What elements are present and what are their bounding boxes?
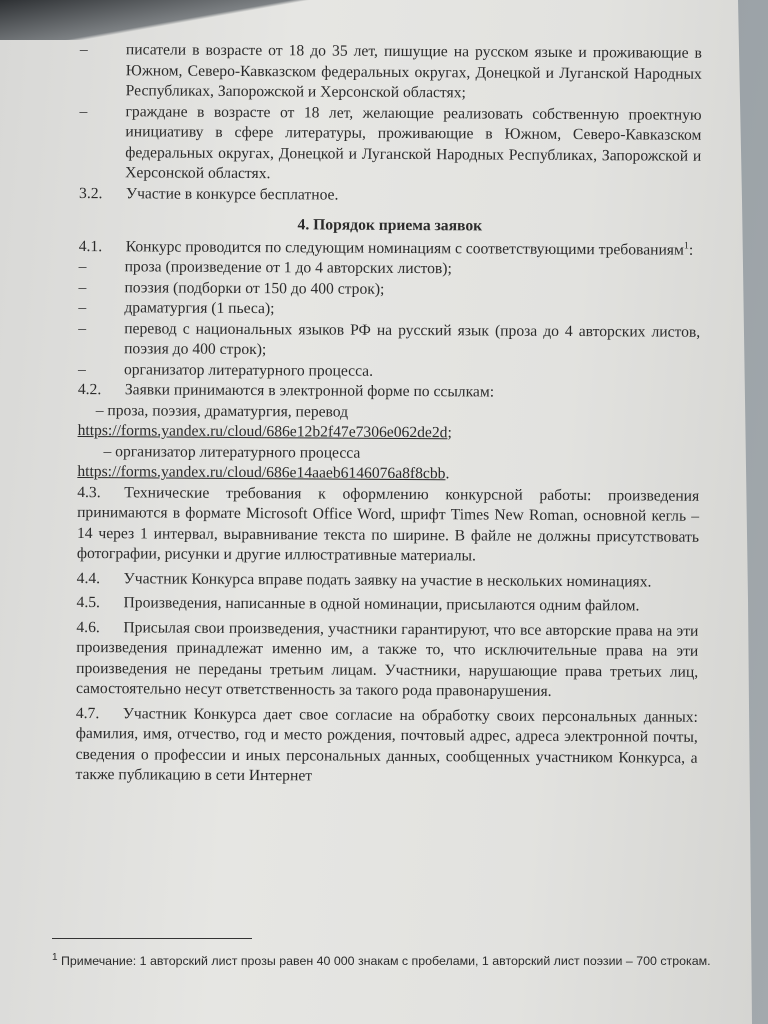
nomination-item [78, 318, 700, 363]
link-1-label: – проза, поэзия, драматургия, перевод [95, 401, 349, 421]
paragraph-4-4 [77, 568, 699, 592]
list-dash: – [79, 102, 88, 120]
footnote-text: Примечание: 1 авторский лист прозы равен 40 000 знакам с пробелами, 1 авторский лист поэзии – 700 строкам. [61, 954, 711, 968]
paragraph-number: 4.4. [76, 569, 101, 587]
link-1-url[interactable]: https://forms.yandex.ru/cloud/686e12b2f47e7306e062de2d [77, 421, 448, 442]
paragraph-3-2 [79, 183, 701, 207]
footnote-mark: 1 [52, 951, 58, 963]
link-1-tail: ; [447, 424, 452, 442]
paragraph-number: 4.6. [76, 618, 100, 636]
paragraph-number: 4.1. [78, 237, 103, 255]
paragraph-4-6 [76, 617, 698, 703]
list-item-text: проза (произведение от 1 до 4 авторских листов); [124, 258, 452, 278]
list-dash: – [77, 360, 86, 378]
paragraph-text: Произведения, написанные в одной номинации, присылаются одним файлом. [123, 594, 640, 615]
paragraph-number: 4.3. [77, 483, 101, 501]
paragraph-number: 4.7. [75, 704, 100, 722]
paragraph-number: 3.2. [79, 184, 103, 202]
list-item-text: писатели в возрасте от 18 до 35 лет, пишущие на русском языке и проживающие в Южном, Северо-Кавказском федеральных округах, Донецкой и Луганской Народных Республиках, Запорожской и Херсонской областях; [125, 41, 702, 102]
list-item-text: драматургия (1 пьеса); [124, 299, 275, 318]
list-item-text: поэзия (подборки от 150 до 400 строк); [124, 278, 385, 298]
list-dash: – [78, 278, 87, 296]
paragraph-text: Участник Конкурса вправе подать заявку на участие в нескольких номинациях. [123, 569, 652, 591]
list-item-text: организатор литературного процесса. [123, 360, 374, 380]
paragraph-number: 4.5. [76, 593, 101, 612]
link-2-tail: . [445, 465, 450, 483]
section-heading: 4. Порядок приема заявок [297, 216, 483, 235]
list-dash: – [78, 257, 87, 276]
footnote-divider [52, 938, 252, 939]
eligibility-item-1 [80, 40, 702, 105]
paragraph-text: Участие в конкурсе бесплатное. [126, 184, 339, 204]
paragraph-text: Заявки принимаются в электронной форме по ссылкам: [124, 381, 495, 401]
link-2-url[interactable]: https://forms.yandex.ru/cloud/686e14aaeb6146076a8f8cbb [77, 462, 446, 483]
list-dash: – [78, 298, 87, 317]
paragraph-4-3 [77, 482, 699, 568]
list-dash: – [79, 40, 88, 59]
paragraph-text: Присылая свои произведения, участники гарантируют, что все авторские права на эти произведения принадлежат именно им, а также то, что исключительные права на эти произведения не переданы третьим лицам. Участники, нарушающие права третьих лиц, самостоятельно несут ответственность за такого рода правонарушения. [75, 618, 699, 700]
paragraph-text: Конкурс проводится по следующим номинациям с соответствующими требованиям [125, 237, 684, 259]
document-body [75, 40, 702, 789]
list-dash: – [78, 319, 87, 337]
footnote-reference: 1 [683, 240, 689, 252]
paragraph-tail: : [688, 241, 694, 259]
page-top-shadow [0, 0, 420, 40]
paragraph-text: Участник Конкурса дает свое согласие на обработку своих персональных данных: фамилия, имя, отчество, год и место рождения, почтовый адрес, адреса электронной почты, сведения о профессии и иных персональных данных, сообщенных участником Конкурса, а также публикацию в сети Интернет [75, 704, 698, 785]
paragraph-4-7 [75, 703, 697, 789]
link-2-label: – организатор литературного процесса [103, 442, 361, 462]
list-item-text: перевод с национальных языков РФ на русский язык (проза до 4 авторских листов, поэзия до 400 строк); [124, 319, 701, 359]
list-item-text: граждане в возрасте от 18 лет, желающие реализовать собственную проектную инициативу в сфере литературы, проживающие в Южном, Северо-Кавказском федеральных округах, Донецкой и Луганской Народных Республиках, Запорожской и Херсонской областях. [125, 102, 702, 183]
paragraph-4-5 [76, 593, 698, 617]
footnote [52, 953, 720, 970]
eligibility-item-2 [79, 101, 701, 187]
paragraph-text: Технические требования к оформлению конкурсной работы: произведения принимаются в формате Microsoft Office Word, шрифт Times New Roman, основной кегль – 14 через 1 интервал, выравнивание текста по ширине. В файле не должны присутствовать фотографии, рисунки и другие иллюстративные материалы. [76, 483, 700, 565]
paragraph-number: 4.2. [77, 380, 102, 399]
